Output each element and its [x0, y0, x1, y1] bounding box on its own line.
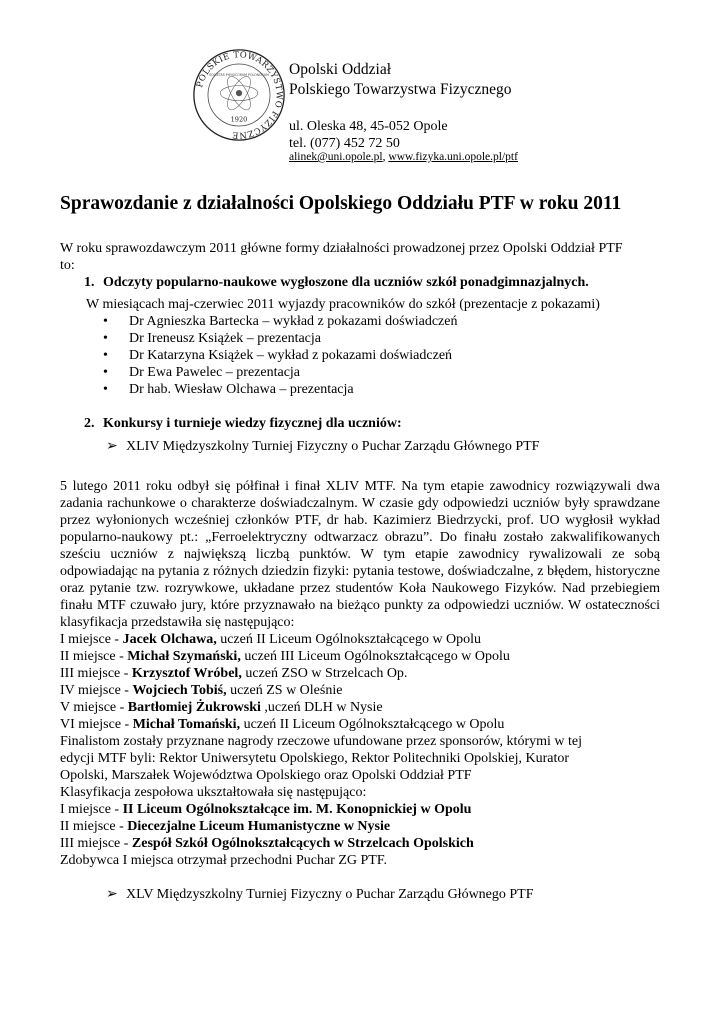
section-1-heading [60, 274, 660, 291]
winner-name: Krzysztof Wróbel, [131, 666, 242, 681]
contact-links [289, 151, 518, 163]
list-item: • Dr Ewa Pawelec – prezentacja [103, 365, 301, 380]
bullet-icon: • [103, 314, 108, 329]
winner-name: Bartłomiej Żukrowski [127, 700, 261, 715]
list-item: • Dr hab. Wiesław Olchawa – prezentacja [103, 382, 354, 397]
bullet-icon: • [103, 331, 108, 346]
org-line-1: Opolski Oddział [289, 61, 392, 78]
list-item: • Dr Katarzyna Książek – wykład z pokazami doświadczeń [103, 348, 453, 363]
winner-name: Jacek Olchawa, [122, 632, 217, 647]
list-item: • Dr Agnieszka Bartecka – wykład z pokazami doświadczeń [103, 314, 458, 329]
cup-line: Zdobywca I miejsca otrzymał przechodni Puchar ZG PTF. [60, 853, 388, 868]
lecturer-list [60, 313, 660, 398]
prizes-line: Finalistom zostały przyznane nagrody rzeczowe ufundowane przez sponsorów, którymi w tej [60, 734, 582, 749]
section-1-paragraph: W miesiącach maj-czerwiec 2011 wyjazdy pracowników do szkół (prezentacje z pokazami) [86, 297, 600, 312]
result-row: IV miejsce - Wojciech Tobiś, uczeń ZS w Oleśnie [60, 683, 343, 698]
arrow-bullet-icon: ➢ [106, 887, 118, 902]
bullet-icon: • [103, 382, 108, 397]
arrow-bullet-icon: ➢ [106, 439, 118, 454]
atom-icon [220, 73, 258, 113]
intro-line-2: to: [60, 258, 75, 273]
team-results-intro: Klasyfikacja zespołowa ukształtowała się następująco: [60, 785, 367, 800]
seal-inner-text: SOCIETAS PHYSICORUM POLONORUM [209, 73, 269, 78]
document-body [60, 240, 660, 903]
winner-name: Michał Szymański, [127, 649, 241, 664]
org-line-2: Polskiego Towarzystwa Fizycznego [289, 81, 512, 98]
result-row: VI miejsce - Michał Tomański, uczeń II Liceum Ogólnokształcącego w Opolu [60, 717, 505, 732]
section-1-number: 1. [84, 275, 95, 290]
section-2-number: 2. [84, 416, 95, 431]
tournament-report-paragraph: 5 lutego 2011 roku odbył się półfinał i finał XLIV MTF. Na tym etapie zawodnicy rozwiązywali dwa zadania rachunkowe o charakterze doświadczalnym. W czasie gdy odpowiedzi uczniów były sprawdzane przez wyłonionych wcześniej członków PTF, dr hab. Kazimierz Biedrzycki, prof. UO wygłosił wykład popularno-naukowy pt.: „Ferroelektryczny odtwarzacz obrazu”. Do finału zostało zakwalifikowanych sześciu uczniów z największą liczbą punktów. W tym etapie zawodnicy rywalizowali ze sobą odpowiadając na pytania z różnych dziedzin fizyki: pytania testowe, doświadczalne, z błędem, historyczne oraz pytanie tzw. rozrywkowe, układane przez studentów Koła Naukowego Fizyków. Nad przebiegiem finału MTF czuwało jury, które przyznawało na bieżąco punkty za odpowiedzi uczniów. W ostateczności klasyfikacja przedstawiła się następująco: [60, 479, 660, 630]
result-row: II miejsce - Michał Szymański, uczeń III Liceum Ogólnokształcącego w Opolu [60, 649, 510, 664]
individual-results [60, 631, 660, 869]
bullet-icon: • [103, 365, 108, 380]
organization-name [289, 60, 511, 100]
intro-line-1: W roku sprawozdawczym 2011 główne formy działalności prowadzonej przez Opolski Oddział PTF [60, 241, 623, 256]
tournament-item-text: XLIV Międzyszkolny Turniej Fizyczny o Puchar Zarządu Głównego PTF [126, 439, 540, 454]
team-result-row: I miejsce - II Liceum Ogólnokształcące im. M. Konopnickiej w Opolu [60, 802, 472, 817]
email-link[interactable]: alinek@uni.opole.pl [289, 151, 383, 163]
document-title: Sprawozdanie z działalności Opolskiego Oddziału PTF w roku 2011 [60, 193, 622, 214]
prizes-line: Opolski, Marszałek Województwa Opolskiego oraz Opolski Oddział PTF [60, 768, 472, 783]
result-row: III miejsce - Krzysztof Wróbel, uczeń ZSO w Strzelcach Op. [60, 666, 408, 681]
tournament-item-xlv [60, 886, 660, 903]
winner-name: Wojciech Tobiś, [132, 683, 227, 698]
seal-year: 1920 [230, 115, 248, 124]
ptf-seal-logo [192, 48, 286, 142]
contact-block [289, 118, 448, 152]
intro-paragraph [60, 240, 660, 274]
section-2-heading-text: Konkursy i turnieje wiedzy fizycznej dla uczniów: [103, 416, 402, 431]
tournament-item-text: XLV Międzyszkolny Turniej Fizyczny o Puchar Zarządu Głównego PTF [126, 887, 534, 902]
prizes-line: edycji MTF byli: Rektor Uniwersytetu Opolskiego, Rektor Politechniki Opolskiej, Kurator [60, 751, 569, 766]
team-result-row: III miejsce - Zespół Szkół Ogólnokształcących w Strzelcach Opolskich [60, 836, 474, 851]
team-result-row: II miejsce - Diecezjalne Liceum Humanistyczne w Nysie [60, 819, 391, 834]
winner-name: Michał Tomański, [132, 717, 241, 732]
tournament-item-xliv [60, 438, 660, 455]
phone: tel. (077) 452 72 50 [289, 136, 400, 151]
link-separator: , [382, 151, 386, 163]
section-2-heading [60, 415, 660, 432]
list-item: • Dr Ireneusz Książek – prezentacja [103, 331, 322, 346]
result-row: V miejsce - Bartłomiej Żukrowski ,uczeń DLH w Nysie [60, 700, 383, 715]
seal-ring-text: POLSKIE TOWARZYSTWO FIZYCZNE [194, 49, 285, 141]
address: ul. Oleska 48, 45-052 Opole [289, 119, 448, 134]
bullet-icon: • [103, 348, 108, 363]
result-row: I miejsce - Jacek Olchawa, uczeń II Liceum Ogólnokształcącego w Opolu [60, 632, 482, 647]
section-1-heading-text: Odczyty popularno-naukowe wygłoszone dla uczniów szkół ponadgimnazjalnych. [103, 275, 589, 290]
website-link[interactable]: www.fizyka.uni.opole.pl/ptf [388, 151, 518, 163]
